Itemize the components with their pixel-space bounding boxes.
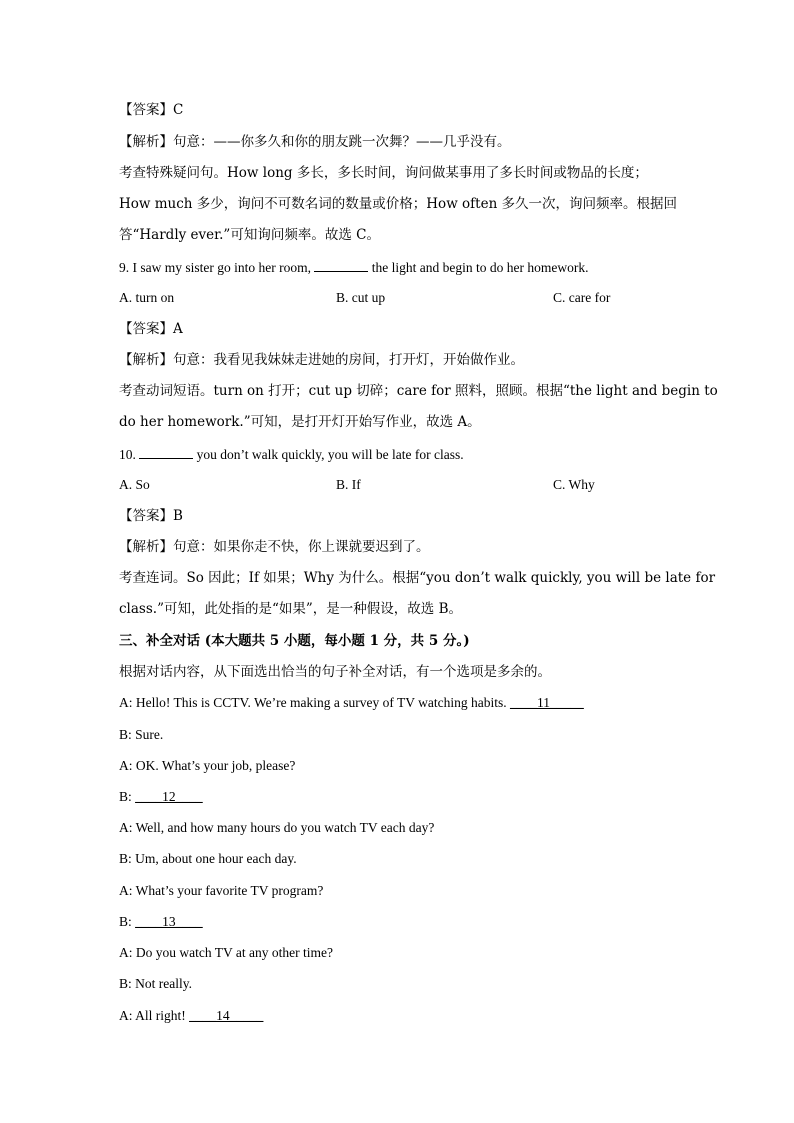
q10-option-c: C. Why	[553, 477, 595, 492]
q9-stem-post: the light and begin to do her homework.	[368, 260, 589, 275]
dialogue-line	[119, 693, 679, 713]
dialogue-text: B: Um, about one hour each day.	[119, 851, 297, 866]
dialogue-line	[119, 1006, 679, 1026]
q10-stem-pre: 10.	[119, 447, 140, 462]
q8-answer: 【答案】C	[119, 102, 184, 118]
section-3-title: 三、补全对话 (本大题共 5 小题，每小题 1 分，共 5 分。)	[119, 633, 470, 649]
dialogue-line	[119, 725, 679, 745]
q9-option-b: B. cut up	[336, 290, 386, 305]
q10-option-a: A. So	[119, 477, 150, 492]
dialogue-line	[119, 974, 679, 994]
dialogue-line	[119, 849, 679, 869]
dialogue-text: B:	[119, 789, 136, 804]
q9-analysis-line-2: 考查动词短语。turn on 打开；cut up 切碎；care for 照料，照顾。根据“the light and begin to	[119, 383, 718, 399]
dialogue-text: A: Do you watch TV at any other time?	[119, 945, 333, 960]
dialogue-text: A: What’s your favorite TV program?	[119, 883, 324, 898]
q9-analysis-line-1: 【解析】句意：我看见我妹妹走进她的房间，打开灯，开始做作业。	[119, 352, 524, 368]
dialogue-text: A: Well, and how many hours do you watch TV each day?	[119, 820, 435, 835]
dialogue-blank-14: ____14_____	[189, 1008, 264, 1023]
q9-option-c: C. care for	[553, 290, 611, 305]
dialogue-blank-13: ____13____	[135, 914, 203, 929]
dialogue-line	[119, 787, 679, 807]
q10-stem-post: you don’t walk quickly, you will be late for class.	[193, 447, 464, 462]
q9-answer: 【答案】A	[119, 321, 183, 337]
q10-answer: 【答案】B	[119, 508, 183, 524]
q10-analysis-line-2: 考查连词。So 因此；If 如果；Why 为什么。根据“you don’t walk quickly, you will be late for	[119, 570, 716, 586]
dialogue-text: B: Sure.	[119, 727, 164, 742]
dialogue-blank-11: ____11_____	[510, 695, 584, 710]
q10-option-b: B. If	[336, 477, 361, 492]
dialogue-line	[119, 912, 679, 932]
dialogue-text: A: All right!	[119, 1008, 190, 1023]
q8-analysis-line-3: How much 多少，询问不可数名词的数量或价格；How often 多久一次，询问频率。根据回	[119, 196, 678, 212]
q8-analysis-line-4: 答“Hardly ever.”可知询问频率。故选 C。	[119, 227, 380, 243]
q10-analysis-line-1: 【解析】句意：如果你走不快，你上课就要迟到了。	[119, 539, 430, 555]
dialogue-line	[119, 756, 679, 776]
q10-analysis-line-3: class.”可知，此处指的是“如果”，是一种假设，故选 B。	[119, 601, 462, 617]
q9-stem	[119, 257, 679, 278]
dialogue-text: A: Hello! This is CCTV. We’re making a survey of TV watching habits.	[119, 695, 510, 710]
q9-answer-blank	[314, 257, 368, 272]
q8-analysis-line-1: 【解析】句意：——你多久和你的朋友跳一次舞？——几乎没有。	[119, 134, 511, 150]
q8-analysis-line-2: 考查特殊疑问句。How long 多长，多长时间，询问做某事用了多长时间或物品的长度；	[119, 165, 648, 181]
q9-option-a: A. turn on	[119, 290, 175, 305]
q10-answer-blank	[139, 444, 193, 459]
dialogue-blank-12: ____12____	[135, 789, 203, 804]
dialogue-line	[119, 818, 679, 838]
q9-analysis-line-3: do her homework.”可知，是打开灯开始写作业，故选 A。	[119, 414, 481, 430]
dialogue-text: A: OK. What’s your job, please?	[119, 758, 296, 773]
dialogue-line	[119, 881, 679, 901]
q9-stem-pre: 9. I saw my sister go into her room,	[119, 260, 315, 275]
dialogue-line	[119, 943, 679, 963]
dialogue-text: B:	[119, 914, 136, 929]
q10-stem	[119, 444, 679, 465]
section-3-instruction: 根据对话内容，从下面选出恰当的句子补全对话，有一个选项是多余的。	[119, 664, 551, 680]
dialogue-text: B: Not really.	[119, 976, 192, 991]
